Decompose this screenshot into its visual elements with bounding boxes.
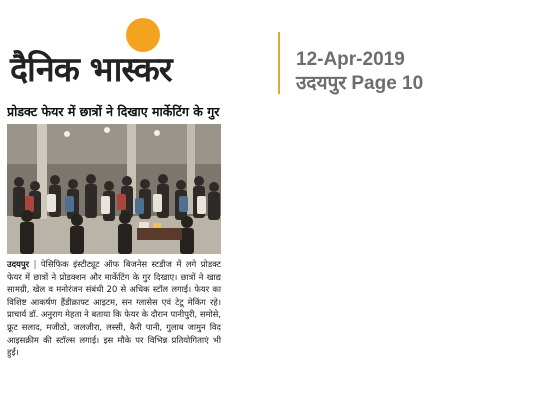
- article-body-text: पेसिफिक इंस्टीट्यूट ऑफ बिजनेस स्टडीज में लगे प्रोडक्ट फेयर में छात्रों ने प्रोडक्शन और मार्केटिंग के गुर दिखाए। छात्रों ने खाद्य सामग्री, खेल व मनोरंजन संबंधी 20 से अधिक स्टॉल लगाई। फेयर का विशिष्ट आकर्षण हैंडीक्राफ्ट आइटम, सन ग्लासेस एवं टेटू मेकिंग रहे। प्राचार्य डॉ. अनुराग मेहता ने बताया कि फेयर के दौरान पानीपुरी, समोसे, फ्रूट सलाद, मजीठो, जलजीरा, लस्सी, कैरी पानी, गुलाब जामुन विद आइसक्रीम की स्टॉल्स लगाई। इस मौके पर विभिन्न प्रतियोगिताएं भी हुईं।: [7, 259, 221, 358]
- masthead: [10, 10, 540, 95]
- edition-date: 12-Apr-2019: [296, 49, 405, 70]
- sun-logo-icon: [126, 18, 160, 52]
- dateline-separator: |: [33, 259, 37, 269]
- dainik-bhaskar-logo: [10, 10, 265, 95]
- edition-meta: [296, 48, 536, 96]
- article-headline: प्रोडक्ट फेयर में छात्रों ने दिखाए मार्केटिंग के गुर: [7, 104, 220, 119]
- logo-wordmark: दैनिक भास्कर: [10, 50, 172, 90]
- edition-location-page: उदयपुर Page 10: [296, 73, 424, 94]
- article-dateline: उदयपुर: [7, 259, 30, 269]
- article-body: [7, 258, 221, 359]
- masthead-divider: [278, 32, 280, 94]
- article-photo: [7, 124, 221, 254]
- news-article: [7, 103, 221, 388]
